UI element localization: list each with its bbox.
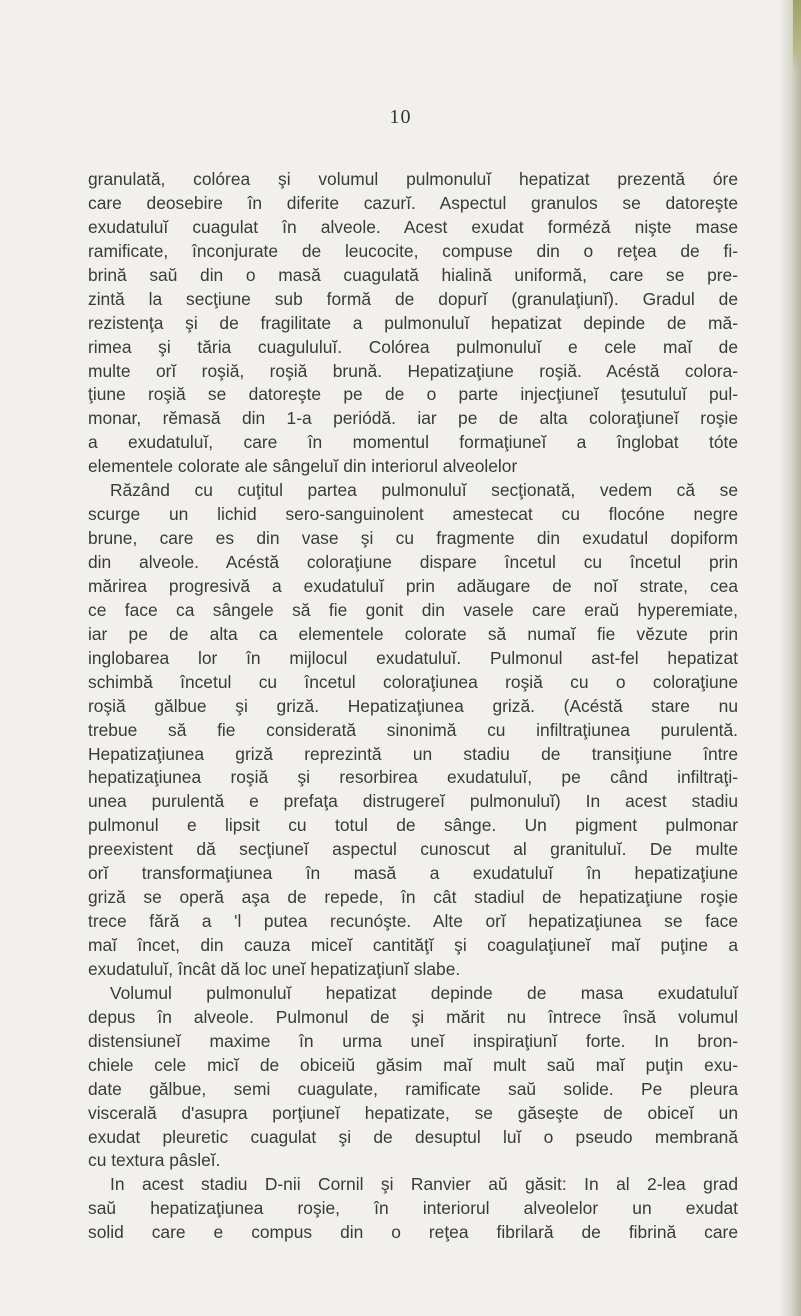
text-line: distensiuneĭ maxime în urma uneĭ inspiraţiunĭ forte. In bron-: [88, 1030, 738, 1051]
text-line: schimbă încetul cu încetul coloraţiunea roşiă cu o coloraţiune: [88, 671, 738, 692]
text-line: zintă la secţiune sub formă de dopurĭ (granulaţiunĭ). Gradul de: [88, 288, 738, 309]
page-edge-shadow: [779, 0, 801, 1316]
text-line: elementele colorate ale sângeluĭ din interiorul alveolelor: [88, 456, 518, 477]
text-line: iar pe de alta ca elementele colorate să numaĭ fie vĕzute prin: [88, 623, 738, 644]
text-line: viscerală d'asupra porţiuneĭ hepatizate, se găseşte de obiceĭ un: [88, 1102, 738, 1123]
text-line: ce face ca sângele să fie gonit din vasele care eraŭ hyperemiate,: [88, 599, 738, 620]
text-line: cu textura pâsleĭ.: [88, 1150, 221, 1171]
text-line: roşiă gălbue şi griză. Hepatizaţiunea griză. (Acéstă stare nu: [88, 695, 738, 716]
text-line: trebue să fie considerată sinonimă cu infiltraţiunea purulentă.: [88, 719, 738, 740]
text-line: hepatizaţiunea roşiă şi resorbirea exudatuluĭ, pe când infiltraţi-: [88, 767, 738, 788]
text-line: exudatuluĭ, încât dă loc uneĭ hepatizaţiunĭ slabe.: [88, 958, 461, 979]
text-line: exudatuluĭ cuagulat în alveole. Acest exudat formézǎ nişte mase: [88, 216, 738, 237]
text-line: Volumul pulmonuluĭ hepatizat depinde de masa exudatuluĭ: [110, 982, 738, 1003]
text-line: brină saŭ din o masă cuagulată hialină uniformă, care se pre-: [88, 264, 738, 285]
text-line: Răzând cu cuţitul partea pulmonuluĭ secţionată, vedem că se: [110, 480, 738, 501]
text-line: monar, rĕmasă din 1-a periódă. iar pe de alta coloraţiuneĭ roşie: [88, 408, 738, 429]
text-line: saŭ hepatizaţiunea roşie, în interiorul alveolelor un exudat: [88, 1198, 738, 1219]
text-line: multe orĭ roşiă, roşiă brună. Hepatizaţiune roşiă. Acéstă colora-: [88, 360, 738, 381]
text-line: rimea şi tăria cuagululuĭ. Colórea pulmonuluĭ e cele maĭ de: [88, 336, 738, 357]
text-line: mărirea progresivă a exudatuluĭ prin adăugare de noĭ strate, cea: [88, 575, 738, 596]
text-line: care deosebire în diferite cazurĭ. Aspectul granulos se datoreşte: [88, 192, 738, 213]
text-line: din alveole. Acéstă coloraţiune dispare încetul cu încetul prin: [88, 552, 738, 572]
page-edge-mark: [793, 0, 801, 70]
text-line: trece fără a 'l putea recunóşte. Alte orĭ hepatizaţiunea se face: [88, 911, 738, 932]
text-line: exudat pleuretic cuagulat şi de desuptul luĭ o pseudo membrană: [88, 1126, 738, 1147]
text-line: ţiune roşiă se datoreşte pe de o parte injecţiuneĭ ţesutuluĭ pul-: [88, 384, 738, 405]
body-text: [88, 168, 738, 1245]
text-line: unea purulentă e prefaţa distrugereĭ pulmonuluĭ) In acest stadiu: [88, 791, 738, 812]
text-line: orĭ transformaţiunea în masă a exudatuluĭ în hepatizaţiune: [88, 863, 738, 884]
text-line: inglobarea lor în mijlocul exudatuluĭ. Pulmonul ast-fel hepatizat: [88, 647, 738, 668]
text-line: scurge un lichid sero-sanguinolent amestecat cu flocóne negre: [88, 504, 738, 525]
text-line: chiele cele micĭ de obiceiŭ găsim maĭ mult saŭ maĭ puţin exu-: [88, 1054, 738, 1075]
text-line: In acest stadiu D-nii Cornil şi Ranvier aŭ găsit: In al 2-lea grad: [110, 1174, 738, 1195]
text-line: a exudatuluĭ, care în momentul formaţiuneĭ a înglobat tóte: [88, 432, 738, 453]
text-line: solid care e compus din o reţea fibrilară de fibrină care: [88, 1222, 738, 1243]
text-line: ramificate, înconjurate de leucocite, compuse din o reţea de fi-: [88, 240, 738, 261]
text-line: preexistent dă secţiuneĭ aspectul cunoscut al granituluĭ. De multe: [88, 839, 738, 860]
page-number: 10: [389, 106, 412, 128]
text-line: depus în alveole. Pulmonul de şi mărit nu întrece însă volumul: [88, 1006, 738, 1027]
text-line: maĭ încet, din cauza miceĭ cantităţĭ şi coagulaţiuneĭ maĭ puţine a: [88, 935, 738, 955]
text-line: Hepatizaţiunea griză reprezintă un stadiu de transiţiune între: [88, 743, 738, 764]
text-line: granulată, colórea şi volumul pulmonuluĭ hepatizat prezentă óre: [88, 169, 738, 189]
text-line: rezistenţa şi de fragilitate a pulmonuluĭ hepatizat depinde de mă-: [88, 312, 738, 333]
text-line: brune, care es din vase şi cu fragmente din exudatul dopiform: [88, 528, 738, 549]
text-line: griză se operă aşa de repede, în cât stadiul de hepatizaţiune roşie: [88, 887, 738, 908]
text-line: pulmonul e lipsit cu totul de sânge. Un pigment pulmonar: [88, 815, 738, 836]
text-line: date gălbue, semi cuagulate, ramificate saŭ solide. Pe pleura: [88, 1078, 738, 1099]
